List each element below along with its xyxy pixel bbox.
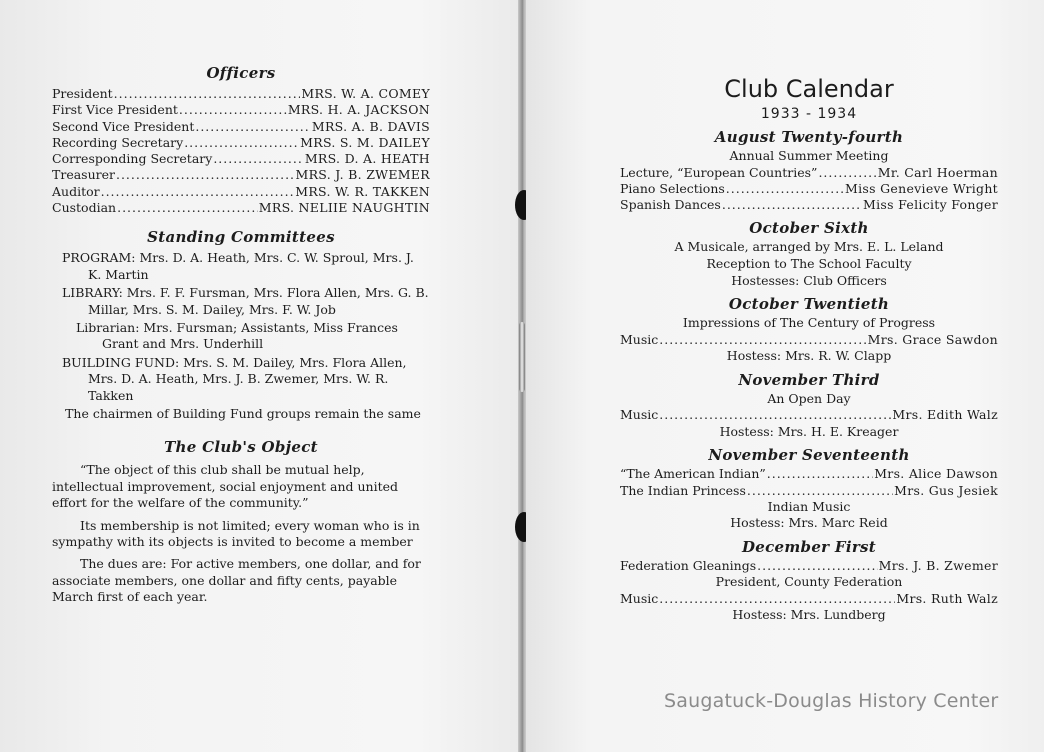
program-row	[620, 165, 998, 181]
officer-row	[52, 135, 430, 151]
dot-leader	[184, 135, 299, 151]
officer-role: Auditor	[52, 183, 100, 199]
event-line: Hostess: Mrs. H. E. Kreager	[719, 423, 899, 439]
officer-row	[52, 102, 430, 118]
program-performer: Mrs. J. B. Zwemer	[878, 558, 998, 574]
officer-role: Custodian	[52, 200, 117, 216]
event-line: A Musicale, arranged by Mrs. E. L. Leland	[674, 239, 944, 255]
program-item: Music	[620, 590, 659, 606]
program-row	[620, 197, 998, 213]
event-line: President, County Federation	[715, 574, 903, 590]
event-line: Impressions of The Century of Progress	[682, 315, 936, 331]
dot-leader	[726, 181, 844, 197]
officer-row	[52, 119, 430, 135]
officers-list	[52, 86, 430, 216]
event-line: Indian Music	[767, 498, 851, 514]
program-item: Music	[620, 407, 659, 423]
program-performer: Mrs. Alice Dawson	[874, 466, 998, 482]
officer-role: Treasurer	[52, 167, 115, 183]
program-item: “The American Indian”	[620, 466, 766, 482]
program-row	[620, 332, 998, 348]
program-performer: Mrs. Gus Jesiek	[894, 482, 998, 498]
program-performer: Miss Genevieve Wright	[845, 180, 998, 196]
event-november-third	[620, 371, 998, 440]
staple	[519, 322, 525, 392]
building-fund-committee: BUILDING FUND: Mrs. S. M. Dailey, Mrs. Flora Allen, Mrs. D. A. Heath, Mrs. J. B. Zwemer, Mrs. W. R. Takken	[62, 354, 407, 403]
program-row	[620, 558, 998, 574]
officer-name: MRS. S. M. DAILEY	[300, 134, 430, 150]
calendar-year: 1933 - 1934	[760, 106, 858, 122]
program-performer: Miss Felicity Fonger	[863, 197, 998, 213]
event-december-first	[620, 538, 998, 624]
right-page-content	[620, 74, 998, 630]
dot-leader	[747, 483, 893, 499]
officer-name: MRS. A. B. DAVIS	[311, 118, 430, 134]
officer-name: MRS. W. R. TAKKEN	[295, 183, 430, 199]
program-performer: Mrs. Grace Sawdon	[867, 331, 998, 347]
event-date: November Seventeenth	[708, 446, 910, 465]
event-date: October Sixth	[749, 219, 869, 238]
librarian-note: Librarian: Mrs. Fursman; Assistants, Miss Frances Grant and Mrs. Underhill	[76, 320, 398, 352]
officer-role: First Vice President	[52, 102, 178, 118]
event-line: Hostess: Mrs. Lundberg	[732, 607, 886, 623]
event-date: August Twenty-fourth	[714, 128, 904, 146]
dot-leader	[114, 86, 301, 102]
officer-role: President	[52, 86, 113, 101]
officer-name: MRS. H. A. JACKSON	[287, 102, 430, 118]
event-line: Hostess: Mrs. R. W. Clapp	[726, 348, 892, 364]
dot-leader	[116, 167, 295, 183]
event-line: Hostess: Mrs. Marc Reid	[730, 515, 888, 531]
program-row	[620, 181, 998, 197]
officer-role: Recording Secretary	[52, 134, 184, 150]
dot-leader	[757, 558, 877, 574]
officer-row	[52, 167, 430, 183]
officer-name: MRS. W. A. COMEY	[301, 86, 430, 101]
program-performer: Mr. Carl Hoerman	[877, 164, 998, 180]
program-performer: Mrs. Ruth Walz	[896, 590, 998, 606]
program-item: Music	[620, 331, 659, 347]
dot-leader	[659, 591, 895, 607]
dues-text: The dues are: For active members, one dollar, and for associate members, one dollar and fifty cents, payable March first of each year.	[52, 556, 421, 605]
membership-text: Its membership is not limited; every woman who is in sympathy with its objects is invited to become a member	[52, 517, 420, 550]
officer-role: Second Vice President	[52, 118, 195, 134]
officer-role: Corresponding Secretary	[52, 151, 213, 167]
officer-row	[52, 184, 430, 200]
program-item: Piano Selections	[620, 180, 725, 196]
dot-leader	[659, 407, 891, 423]
event-line: Hostesses: Club Officers	[731, 272, 887, 288]
watermark: Saugatuck-Douglas History Center	[664, 690, 999, 712]
officer-name: MRS. J. B. ZWEMER	[295, 167, 430, 183]
dot-leader	[213, 151, 304, 167]
calendar-title: Club Calendar	[724, 75, 894, 103]
event-date: October Twentieth	[728, 295, 890, 314]
program-performer: Mrs. Edith Walz	[892, 407, 998, 423]
event-line: Annual Summer Meeting	[729, 148, 889, 163]
dot-leader	[179, 102, 287, 118]
program-item: Spanish Dances	[620, 197, 721, 213]
program-row	[620, 483, 998, 499]
event-line: Reception to The School Faculty	[706, 256, 912, 272]
program-item: The Indian Princess	[620, 482, 746, 498]
officers-heading: Officers	[206, 64, 276, 82]
officer-row	[52, 151, 430, 167]
program-committee: PROGRAM: Mrs. D. A. Heath, Mrs. C. W. Sproul, Mrs. J. K. Martin	[62, 250, 414, 282]
building-fund-note: The chairmen of Building Fund groups remain the same	[65, 406, 421, 422]
dot-leader	[767, 466, 873, 482]
event-october-twentieth	[620, 295, 998, 364]
program-row	[620, 407, 998, 423]
program-item: Lecture, “European Countries”	[620, 164, 818, 180]
program-item: Federation Gleanings	[620, 558, 757, 574]
event-line: An Open Day	[767, 390, 851, 406]
program-row	[620, 591, 998, 607]
library-committee: LIBRARY: Mrs. F. F. Fursman, Mrs. Flora Allen, Mrs. G. B. Millar, Mrs. S. M. Dailey, Mrs. F. W. Job	[62, 285, 429, 317]
dot-leader	[722, 197, 862, 213]
event-august	[620, 128, 998, 213]
event-date: December First	[741, 538, 877, 557]
dot-leader	[659, 332, 866, 348]
program-row	[620, 466, 998, 482]
event-date: November Third	[738, 370, 880, 389]
officer-name: MRS. D. A. HEATH	[304, 151, 430, 167]
club-object-quote: “The object of this club shall be mutual help, intellectual improvement, social enjoyment and united effort for the welfare of the community.”	[52, 462, 399, 511]
dot-leader	[195, 119, 311, 135]
officer-row	[52, 200, 430, 216]
officer-row	[52, 86, 430, 102]
officer-name: MRS. NELIIE NAUGHTIN	[258, 200, 430, 216]
dot-leader	[101, 184, 295, 200]
dot-leader	[818, 165, 876, 181]
committees-heading: Standing Committees	[147, 228, 335, 247]
dot-leader	[117, 200, 258, 216]
left-page-content	[52, 64, 430, 606]
club-object-heading: The Club's Object	[164, 438, 318, 457]
event-november-seventeenth	[620, 446, 998, 532]
event-october-sixth	[620, 219, 998, 289]
